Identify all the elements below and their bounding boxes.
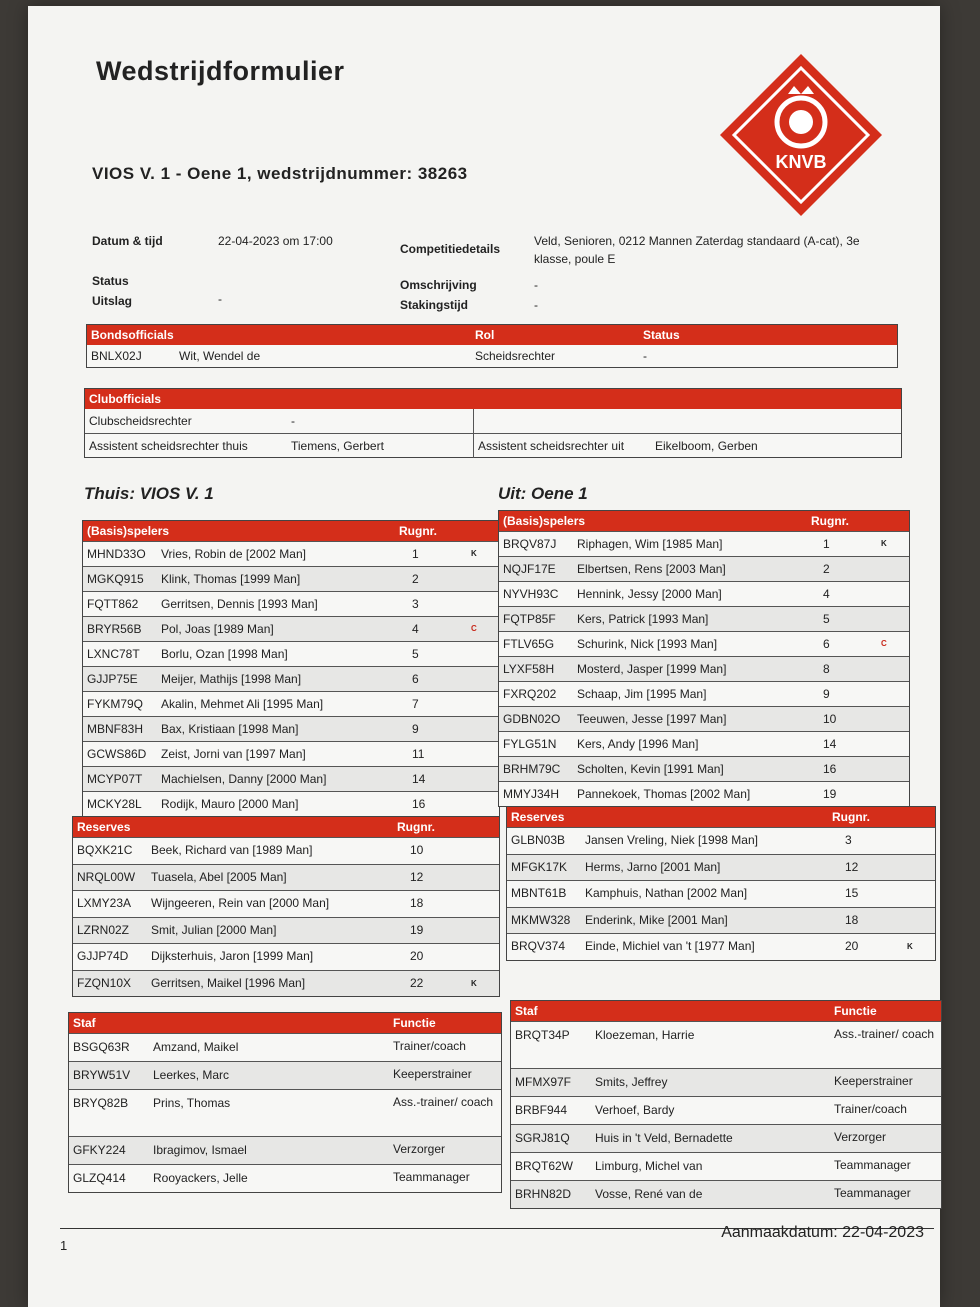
logo-text: KNVB <box>775 152 827 172</box>
home-staf-header <box>69 1013 501 1033</box>
relatiecode: BRYR56B <box>87 622 142 636</box>
player-row <box>83 791 499 816</box>
player-name: Akalin, Mehmet Ali [1995 Man] <box>161 697 324 711</box>
staff-row <box>511 1152 941 1180</box>
relatiecode: BRQV87J <box>503 537 557 551</box>
player-row <box>73 970 499 997</box>
omschrijving-value: - <box>534 278 538 292</box>
staff-name: Verhoef, Bardy <box>595 1102 675 1117</box>
relatiecode: MKMW328 <box>511 912 571 927</box>
away-reserves-table <box>506 806 936 961</box>
player-name: Kamphuis, Nathan [2002 Man] <box>585 886 748 900</box>
staff-row <box>511 1180 941 1208</box>
rugnummer: 2 <box>412 572 419 586</box>
rugnummer: 2 <box>823 562 830 576</box>
player-name: Gerritsen, Dennis [1993 Man] <box>161 597 318 611</box>
away-players-table <box>498 510 910 807</box>
official-status: - <box>643 349 647 363</box>
player-row <box>83 591 499 616</box>
player-row <box>83 741 499 766</box>
player-name: Vries, Robin de [2002 Man] <box>161 547 306 561</box>
player-name: Einde, Michiel van 't [1977 Man] <box>585 939 755 953</box>
datum-label: Datum & tijd <box>92 234 163 248</box>
staf-header-label: Staf <box>515 1004 538 1018</box>
relatiecode: FQTT862 <box>87 597 139 611</box>
player-row <box>499 556 909 581</box>
player-row <box>499 681 909 706</box>
rugnummer: 4 <box>823 587 830 601</box>
column-divider <box>473 409 474 433</box>
table-row <box>87 345 897 367</box>
keeper-badge: K <box>471 549 477 558</box>
relatiecode: BRHN82D <box>515 1186 572 1201</box>
rugnummer: 18 <box>845 912 859 927</box>
stakingstijd-value: - <box>534 298 538 312</box>
player-name: Jansen Vreling, Niek [1998 Man] <box>585 833 758 847</box>
staff-row <box>511 1124 941 1152</box>
relatiecode: MFMX97F <box>515 1074 572 1089</box>
staff-name: Limburg, Michel van <box>595 1158 703 1173</box>
functie-header: Functie <box>393 1016 436 1030</box>
relatiecode: BRYW51V <box>73 1068 131 1082</box>
relatiecode: LXNC78T <box>87 647 140 661</box>
player-row <box>507 880 935 907</box>
red-card-badge: C <box>881 639 887 648</box>
staff-name: Huis in 't Veld, Bernadette <box>595 1130 733 1145</box>
player-name: Rodijk, Mauro [2000 Man] <box>161 797 299 811</box>
player-row <box>83 666 499 691</box>
relatiecode: MMYJ34H <box>503 787 560 801</box>
official-name: Wit, Wendel de <box>179 349 261 363</box>
page-title: Wedstrijdformulier <box>96 56 345 86</box>
player-row <box>499 756 909 781</box>
relatiecode: NRQL00W <box>77 869 136 884</box>
player-name: Elbertsen, Rens [2003 Man] <box>577 562 726 576</box>
rugnummer: 12 <box>845 859 859 874</box>
clubofficials-header <box>85 389 901 409</box>
player-row <box>499 781 909 806</box>
player-name: Pannekoek, Thomas [2002 Man] <box>577 787 751 801</box>
player-name: Meijer, Mathijs [1998 Man] <box>161 672 302 686</box>
rugnummer: 3 <box>845 833 852 847</box>
player-name: Tuasela, Abel [2005 Man] <box>151 869 287 884</box>
rugnummer: 19 <box>410 922 424 937</box>
rugnummer: 5 <box>412 647 419 661</box>
rugnummer: 10 <box>410 843 424 857</box>
player-row <box>83 566 499 591</box>
player-name: Smit, Julian [2000 Man] <box>151 922 277 937</box>
away-staf-header <box>511 1001 941 1021</box>
player-row <box>507 854 935 881</box>
rugnummer: 3 <box>412 597 419 611</box>
staf-header-label: Staf <box>73 1016 96 1030</box>
rugnummer: 20 <box>845 939 859 953</box>
player-row <box>73 917 499 944</box>
relatiecode: MBNT61B <box>511 886 567 900</box>
player-row <box>83 691 499 716</box>
status-label: Status <box>92 274 129 288</box>
relatiecode: GLBN03B <box>511 833 566 847</box>
rugnummer: 22 <box>410 975 424 990</box>
staff-functie: Teammanager <box>393 1169 470 1184</box>
relatiecode: NYVH93C <box>503 587 559 601</box>
staff-row <box>69 1089 501 1136</box>
clubscheidsrechter-value: - <box>291 414 295 428</box>
player-name: Hennink, Jessy [2000 Man] <box>577 587 722 601</box>
bondsofficials-title: Bondsofficials <box>91 328 174 342</box>
creation-date: Aanmaakdatum: 22-04-2023 <box>721 1224 924 1241</box>
player-name: Zeist, Jorni van [1997 Man] <box>161 747 306 761</box>
player-name: Dijksterhuis, Jaron [1999 Man] <box>151 949 314 963</box>
relatiecode: BRBF944 <box>515 1102 568 1117</box>
rugnummer: 14 <box>823 737 837 751</box>
player-row <box>499 656 909 681</box>
rugnummer: 10 <box>823 712 837 726</box>
staff-row <box>69 1033 501 1061</box>
home-staf-table <box>68 1012 502 1193</box>
rugnummer: 20 <box>410 949 424 963</box>
player-name: Schaap, Jim [1995 Man] <box>577 687 707 701</box>
staff-name: Leerkes, Marc <box>153 1068 230 1082</box>
relatiecode: FYKM79Q <box>87 697 144 711</box>
player-row <box>499 706 909 731</box>
competitie-label: Competitiedetails <box>400 242 501 256</box>
assistent-uit-label: Assistent scheidsrechter uit <box>473 434 624 458</box>
relatiecode: BSGQ63R <box>73 1040 130 1054</box>
staff-row <box>511 1068 941 1096</box>
player-row <box>499 531 909 556</box>
keeper-badge: K <box>907 942 913 951</box>
assistent-uit-value: Eikelboom, Gerben <box>655 439 758 453</box>
rugnummer: 6 <box>823 637 830 651</box>
rugnummer: 9 <box>823 687 830 701</box>
relatiecode: BRQT62W <box>515 1158 574 1173</box>
relatiecode: GJJP74D <box>77 949 129 963</box>
omschrijving-label: Omschrijving <box>400 278 477 292</box>
clubofficials-title: Clubofficials <box>89 392 162 406</box>
player-row <box>73 890 499 917</box>
relatiecode: FZQN10X <box>77 975 132 990</box>
stakingstijd-label: Stakingstijd <box>400 298 469 312</box>
relatiecode: FTLV65G <box>503 637 555 651</box>
player-row <box>73 837 499 864</box>
staff-functie: Teammanager <box>834 1185 911 1200</box>
staff-name: Amzand, Maikel <box>153 1040 239 1054</box>
relatiecode: LYXF58H <box>503 662 555 676</box>
away-players-header <box>499 511 909 531</box>
player-name: Beek, Richard van [1989 Man] <box>151 843 313 857</box>
relatiecode: GDBN02O <box>503 712 561 726</box>
staff-row <box>69 1061 501 1089</box>
player-name: Teeuwen, Jesse [1997 Man] <box>577 712 727 726</box>
staff-name: Smits, Jeffrey <box>595 1074 668 1089</box>
competitie-value: Veld, Senioren, 0212 Mannen Zaterdag standaard (A-cat), 3e klasse, poule E <box>534 234 860 266</box>
assistent-thuis-label: Assistent scheidsrechter thuis <box>89 439 248 453</box>
official-code: BNLX02J <box>91 349 142 363</box>
player-row <box>499 631 909 656</box>
bondsofficials-table <box>86 324 898 368</box>
player-row <box>499 731 909 756</box>
keeper-badge: K <box>881 539 887 548</box>
red-card-badge: C <box>471 624 477 633</box>
player-name: Schurink, Nick [1993 Man] <box>577 637 718 651</box>
rugnummer: 16 <box>823 762 837 776</box>
staff-functie: Keeperstrainer <box>834 1073 913 1088</box>
rugnummer: 16 <box>412 797 426 811</box>
uitslag-label: Uitslag <box>92 294 133 308</box>
player-name: Machielsen, Danny [2000 Man] <box>161 772 327 786</box>
home-team-title: Thuis: VIOS V. 1 <box>84 484 214 503</box>
relatiecode: GLZQ414 <box>73 1170 126 1185</box>
player-row <box>73 864 499 891</box>
player-row <box>507 933 935 960</box>
rugnummer: 6 <box>412 672 419 686</box>
rugnummer: 1 <box>823 537 830 551</box>
rugnummer: 14 <box>412 772 426 786</box>
players-header-label: (Basis)spelers <box>87 524 170 538</box>
player-row <box>83 766 499 791</box>
status-header: Status <box>643 328 680 342</box>
staff-row <box>69 1136 501 1164</box>
staff-name: Vosse, René van de <box>595 1186 703 1201</box>
datum-value: 22-04-2023 om 17:00 <box>218 234 333 248</box>
assistent-thuis-value: Tiemens, Gerbert <box>291 439 384 453</box>
player-name: Scholten, Kevin [1991 Man] <box>577 762 724 776</box>
table-row <box>85 433 901 458</box>
rugnummer: 5 <box>823 612 830 626</box>
staff-name: Ibragimov, Ismael <box>153 1142 247 1157</box>
relatiecode: MCYP07T <box>87 772 143 786</box>
player-row <box>507 827 935 854</box>
home-reserves-header <box>73 817 499 837</box>
keeper-badge: K <box>471 978 477 988</box>
staff-functie: Keeperstrainer <box>393 1067 472 1081</box>
relatiecode: GFKY224 <box>73 1142 126 1157</box>
reserves-header-label: Reserves <box>77 820 131 834</box>
relatiecode: BRQT34P <box>515 1028 570 1042</box>
staff-row <box>69 1164 501 1192</box>
players-header-label: (Basis)spelers <box>503 514 586 528</box>
staff-functie: Trainer/coach <box>393 1039 466 1053</box>
staff-functie: Verzorger <box>834 1129 887 1144</box>
player-row <box>83 641 499 666</box>
player-row <box>83 616 499 641</box>
staff-row <box>511 1096 941 1124</box>
staff-functie: Ass.-trainer/ coach <box>834 1027 935 1041</box>
staff-name: Rooyackers, Jelle <box>153 1170 248 1185</box>
relatiecode: MBNF83H <box>87 722 144 736</box>
rugnummer: 12 <box>410 869 424 884</box>
rugnr-header: Rugnr. <box>811 514 849 528</box>
player-name: Herms, Jarno [2001 Man] <box>585 859 721 874</box>
rugnr-header: Rugnr. <box>832 810 870 824</box>
staff-functie: Trainer/coach <box>834 1101 907 1116</box>
relatiecode: MHND33O <box>87 547 146 561</box>
rugnummer: 15 <box>845 886 859 900</box>
player-name: Riphagen, Wim [1985 Man] <box>577 537 723 551</box>
player-name: Mosterd, Jasper [1999 Man] <box>577 662 727 676</box>
relatiecode: LXMY23A <box>77 896 132 910</box>
staff-functie: Verzorger <box>393 1141 446 1156</box>
relatiecode: MFGK17K <box>511 859 568 874</box>
rugnummer: 7 <box>412 697 419 711</box>
relatiecode: BRHM79C <box>503 762 561 776</box>
away-reserves-header <box>507 807 935 827</box>
relatiecode: BRQV374 <box>511 939 566 953</box>
staff-functie: Ass.-trainer/ coach <box>393 1095 494 1109</box>
clubofficials-table <box>84 388 902 458</box>
player-name: Borlu, Ozan [1998 Man] <box>161 647 288 661</box>
player-name: Bax, Kristiaan [1998 Man] <box>161 722 299 736</box>
rugnummer: 9 <box>412 722 419 736</box>
relatiecode: LZRN02Z <box>77 922 130 937</box>
official-rol: Scheidsrechter <box>475 349 556 363</box>
relatiecode: FYLG51N <box>503 737 557 751</box>
player-name: Wijngeeren, Rein van [2000 Man] <box>151 896 330 910</box>
player-name: Kers, Andy [1996 Man] <box>577 737 699 751</box>
player-row <box>73 943 499 970</box>
away-staf-table <box>510 1000 942 1209</box>
table-row <box>85 409 901 433</box>
relatiecode: NQJF17E <box>503 562 556 576</box>
knvb-logo <box>716 50 886 220</box>
relatiecode: BQXK21C <box>77 843 133 857</box>
form-page <box>28 6 940 1307</box>
bondsofficials-header <box>87 325 897 345</box>
rugnummer: 18 <box>410 896 424 910</box>
rugnummer: 1 <box>412 547 419 561</box>
relatiecode: MCKY28L <box>87 797 142 811</box>
staff-row <box>511 1021 941 1068</box>
home-players-table <box>82 520 500 817</box>
reserves-header-label: Reserves <box>511 810 565 824</box>
player-row <box>507 907 935 934</box>
home-reserves-table <box>72 816 500 997</box>
functie-header: Functie <box>834 1004 877 1018</box>
player-row <box>499 581 909 606</box>
player-row <box>83 541 499 566</box>
rugnummer: 8 <box>823 662 830 676</box>
rugnummer: 11 <box>412 747 425 761</box>
rugnummer: 19 <box>823 787 837 801</box>
player-name: Kers, Patrick [1993 Man] <box>577 612 709 626</box>
relatiecode: BRYQ82B <box>73 1096 129 1110</box>
relatiecode: MGKQ915 <box>87 572 144 586</box>
page-number: 1 <box>60 1238 68 1253</box>
player-name: Gerritsen, Maikel [1996 Man] <box>151 975 306 990</box>
staff-name: Prins, Thomas <box>153 1096 231 1110</box>
player-row <box>499 606 909 631</box>
rugnr-header: Rugnr. <box>399 524 437 538</box>
match-title: VIOS V. 1 - Oene 1, wedstrijdnummer: 38263 <box>92 164 468 183</box>
rugnummer: 4 <box>412 622 419 636</box>
player-name: Klink, Thomas [1999 Man] <box>161 572 301 586</box>
player-name: Pol, Joas [1989 Man] <box>161 622 274 636</box>
player-name: Enderink, Mike [2001 Man] <box>585 912 728 927</box>
relatiecode: FXRQ202 <box>503 687 557 701</box>
clubscheidsrechter-label: Clubscheidsrechter <box>89 414 192 428</box>
relatiecode: GCWS86D <box>87 747 147 761</box>
staff-name: Kloezeman, Harrie <box>595 1028 695 1042</box>
away-team-title: Uit: Oene 1 <box>498 484 588 503</box>
relatiecode: GJJP75E <box>87 672 138 686</box>
uitslag-value: - <box>218 292 222 306</box>
relatiecode: SGRJ81Q <box>515 1130 570 1145</box>
staff-functie: Teammanager <box>834 1157 911 1172</box>
relatiecode: FQTP85F <box>503 612 556 626</box>
player-row <box>83 716 499 741</box>
rugnr-header: Rugnr. <box>397 820 435 834</box>
home-players-header <box>83 521 499 541</box>
rol-header: Rol <box>475 328 495 342</box>
